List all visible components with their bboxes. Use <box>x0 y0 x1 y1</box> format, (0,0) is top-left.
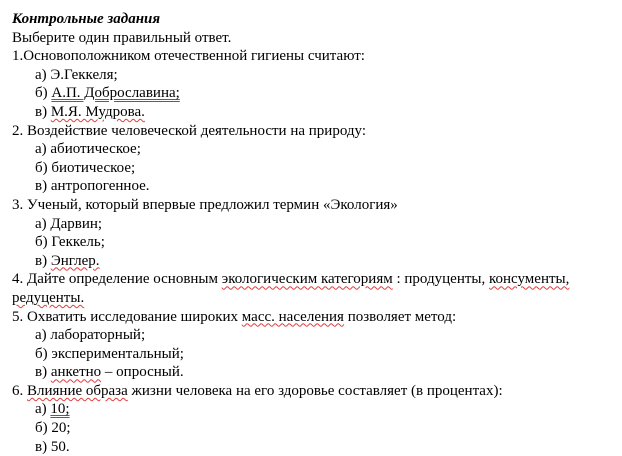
question-5 <box>12 308 622 327</box>
question-1: 1.Основоположником отечественной гигиены считают: <box>12 48 365 65</box>
q1-option-a-prefix: а) <box>35 66 51 83</box>
q1-option-a <box>12 66 622 85</box>
q4-part-6: редуценты. <box>12 289 85 306</box>
q2-option-b: б) биотическое; <box>35 159 136 176</box>
q5-option-c-prefix: в) <box>35 364 51 381</box>
q6-part-3: жизни человека на его здоровье составляет (в процентах): <box>127 382 503 399</box>
q6-option-b: б) 20; <box>35 420 71 437</box>
q5-option-a: а) лабораторный; <box>35 327 146 344</box>
q3-option-c-prefix: в) <box>35 252 51 269</box>
q1-option-b-text: А.П. Доброславина; <box>51 85 180 102</box>
q1-option-a-text: Э.Геккеля; <box>50 66 118 83</box>
q5-option-c-suffix: – опросный. <box>101 364 184 381</box>
q4-part-4: консументы, <box>488 271 570 288</box>
q3-option-b: б) Геккель; <box>35 234 105 251</box>
q1-option-c <box>12 103 622 122</box>
q4-part-2: экологическим категориям <box>221 271 393 288</box>
q6-part-1: 6. <box>12 382 27 399</box>
q1-option-c-prefix: в) <box>35 103 51 120</box>
q2-option-c: в) антропогенное. <box>35 178 150 195</box>
q6-option-a-text: 10; <box>50 401 70 418</box>
q1-option-b-prefix: б) <box>35 85 52 102</box>
instruction-text: Выберите один правильный ответ. <box>12 29 232 46</box>
q6-option-c: в) 50. <box>35 438 70 455</box>
section-title: Контрольные задания <box>12 11 161 27</box>
q3-option-c <box>12 252 622 271</box>
q5-option-c <box>12 363 622 382</box>
question-4 <box>12 270 616 307</box>
q6-option-a <box>12 400 622 419</box>
q5-option-c-text: анкетно <box>50 364 102 381</box>
q5-part-3: позволяет метод: <box>343 308 457 325</box>
q5-part-2: масс. населения <box>241 308 344 325</box>
q3-option-c-text: Энглер. <box>50 252 100 269</box>
q2-option-a: а) абиотическое; <box>35 141 141 158</box>
q3-option-a: а) Дарвин; <box>35 215 103 232</box>
q1-option-b <box>12 84 622 103</box>
q1-option-c-text: М.Я. Мудрова. <box>50 103 145 120</box>
q6-part-2: Влияние образа <box>27 382 128 399</box>
q6-option-a-prefix: а) <box>35 401 51 418</box>
q5-option-b: б) экспериментальный; <box>35 345 184 362</box>
question-3: 3. Ученый, который впервые предложил термин «Экология» <box>12 196 398 213</box>
question-6 <box>12 382 622 401</box>
q4-part-1: 4. Дайте определение основным <box>12 271 222 288</box>
q4-part-3: : продуценты, <box>392 271 489 288</box>
q5-part-1: 5. Охватить исследование широких <box>12 308 242 325</box>
question-2: 2. Воздействие человеческой деятельности на природу: <box>12 122 366 139</box>
